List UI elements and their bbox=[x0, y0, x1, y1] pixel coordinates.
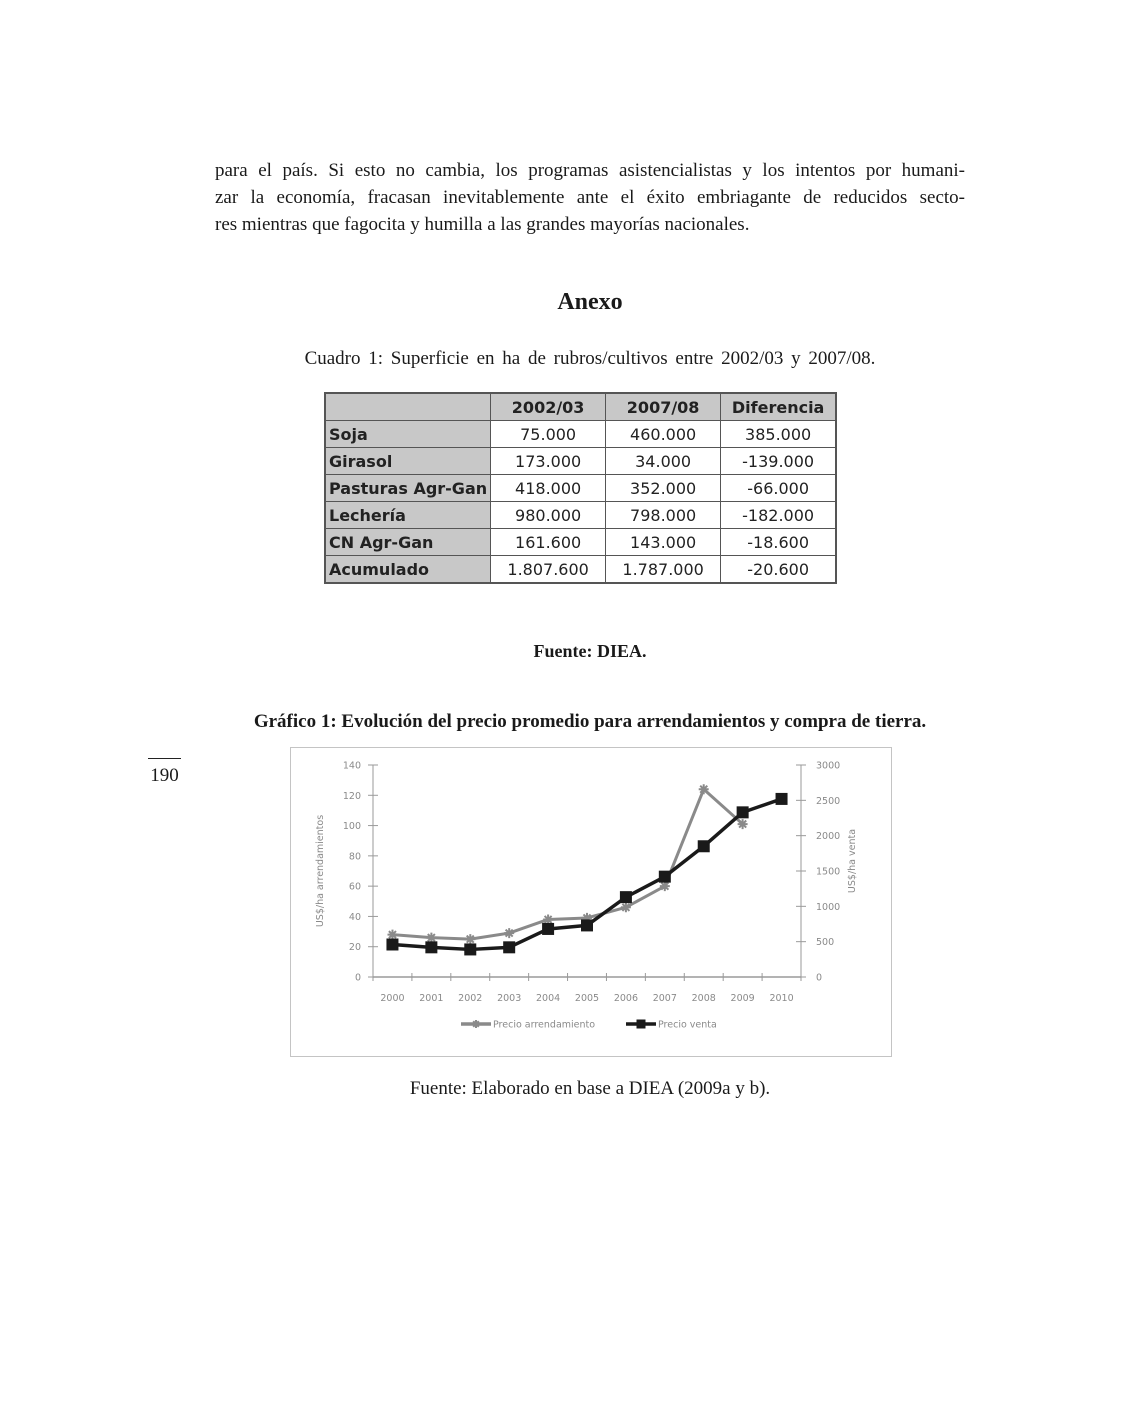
y-axis-title: US$/ha arrendamientos bbox=[315, 814, 326, 928]
table-cell: -182.000 bbox=[721, 502, 837, 529]
paragraph-line: para el país. Si esto no cambia, los programas asistencialistas y los intentos por humani- bbox=[215, 160, 965, 181]
table-cell: 385.000 bbox=[721, 421, 837, 448]
y-tick-label: 20 bbox=[348, 942, 361, 954]
series-point-1 bbox=[738, 819, 748, 829]
table-cell: 1.787.000 bbox=[606, 556, 721, 584]
x-tick-label: 2006 bbox=[613, 993, 639, 1004]
table-cell: 418.000 bbox=[491, 475, 606, 502]
x-tick-label: 2009 bbox=[730, 993, 755, 1004]
table-row bbox=[325, 502, 836, 529]
row-label: Acumulado bbox=[325, 556, 491, 584]
y2-tick-label: 1500 bbox=[816, 866, 841, 878]
series-line-1 bbox=[392, 789, 742, 939]
series-point-2 bbox=[386, 938, 398, 950]
y-tick-label: 60 bbox=[348, 881, 361, 893]
series-point-2 bbox=[659, 871, 671, 883]
y-tick-label: 120 bbox=[342, 790, 361, 802]
x-tick-label: 2005 bbox=[574, 993, 600, 1004]
y2-tick-label: 2000 bbox=[816, 831, 841, 843]
legend-marker bbox=[472, 1020, 480, 1028]
table-cell: 1.807.600 bbox=[491, 556, 606, 584]
table-cell: 75.000 bbox=[491, 421, 606, 448]
table-cell: 143.000 bbox=[606, 529, 721, 556]
table-cell: 980.000 bbox=[491, 502, 606, 529]
x-tick-label: 2010 bbox=[769, 993, 794, 1004]
series-point-2 bbox=[737, 806, 749, 818]
x-tick-label: 2004 bbox=[535, 993, 561, 1004]
table-cell: -18.600 bbox=[721, 529, 837, 556]
series-point-2 bbox=[776, 793, 788, 805]
table-row bbox=[325, 475, 836, 502]
line-chart bbox=[291, 748, 891, 1056]
table-cell: -20.600 bbox=[721, 556, 837, 584]
y2-tick-label: 2500 bbox=[816, 795, 841, 807]
body-paragraph bbox=[215, 157, 965, 238]
table-cell: 460.000 bbox=[606, 421, 721, 448]
x-tick-label: 2008 bbox=[691, 993, 716, 1004]
chart-source: Fuente: Elaborado en base a DIEA (2009a y b). bbox=[409, 1078, 771, 1099]
table-cell: 34.000 bbox=[606, 448, 721, 475]
series-point-1 bbox=[699, 784, 709, 794]
x-tick-label: 2000 bbox=[380, 993, 405, 1004]
table-row bbox=[325, 556, 836, 584]
row-label: Soja bbox=[325, 421, 491, 448]
x-tick-label: 2003 bbox=[497, 993, 522, 1004]
series-point-1 bbox=[465, 934, 475, 944]
table-cell: 161.600 bbox=[491, 529, 606, 556]
series-point-2 bbox=[464, 943, 476, 955]
table-cell: 352.000 bbox=[606, 475, 721, 502]
series-point-2 bbox=[620, 891, 632, 903]
table-source: Fuente: DIEA. bbox=[533, 641, 647, 661]
legend-label: Precio venta bbox=[658, 1019, 717, 1031]
table-header-cell: 2007/08 bbox=[606, 393, 721, 421]
row-label: Girasol bbox=[325, 448, 491, 475]
series-point-1 bbox=[504, 928, 514, 938]
x-tick-label: 2007 bbox=[652, 993, 677, 1004]
y-tick-label: 140 bbox=[342, 760, 361, 772]
table-header-cell: 2002/03 bbox=[491, 393, 606, 421]
y-tick-label: 40 bbox=[348, 911, 361, 923]
table-caption: Cuadro 1: Superficie en ha de rubros/cultivos entre 2002/03 y 2007/08. bbox=[304, 348, 876, 369]
x-tick-label: 2002 bbox=[458, 993, 483, 1004]
y2-tick-label: 500 bbox=[816, 937, 835, 949]
series-point-1 bbox=[388, 930, 398, 940]
chart-frame bbox=[290, 747, 892, 1057]
series-point-2 bbox=[503, 941, 515, 953]
series-point-2 bbox=[542, 923, 554, 935]
table-header-cell bbox=[325, 393, 491, 421]
row-label: Lechería bbox=[325, 502, 491, 529]
table-header-row bbox=[325, 393, 836, 421]
table-header-cell: Diferencia bbox=[721, 393, 837, 421]
y2-axis-title: US$/ha venta bbox=[847, 828, 858, 894]
series-point-2 bbox=[581, 919, 593, 931]
table-row bbox=[325, 529, 836, 556]
data-table bbox=[324, 392, 837, 584]
y-tick-label: 0 bbox=[354, 972, 361, 984]
table-cell: -66.000 bbox=[721, 475, 837, 502]
row-label: Pasturas Agr-Gan bbox=[325, 475, 491, 502]
x-tick-label: 2001 bbox=[419, 993, 444, 1004]
table-cell: -139.000 bbox=[721, 448, 837, 475]
y2-tick-label: 3000 bbox=[816, 760, 841, 772]
chart-caption: Gráfico 1: Evolución del precio promedio para arrendamientos y compra de tierra. bbox=[253, 711, 927, 732]
series-point-2 bbox=[698, 840, 710, 852]
y-tick-label: 80 bbox=[348, 851, 361, 863]
series-point-1 bbox=[426, 933, 436, 943]
legend-label: Precio arrendamiento bbox=[493, 1019, 596, 1031]
legend-marker bbox=[637, 1020, 646, 1029]
page-number: 190 bbox=[148, 758, 181, 787]
y2-tick-label: 1000 bbox=[816, 901, 841, 913]
paragraph-line: zar la economía, fracasan inevitablemente ante el éxito embriagante de reducidos secto- bbox=[215, 187, 965, 208]
paragraph-line: res mientras que fagocita y humilla a las grandes mayorías nacionales. bbox=[215, 214, 750, 235]
table-row bbox=[325, 421, 836, 448]
table-row bbox=[325, 448, 836, 475]
series-point-2 bbox=[425, 941, 437, 953]
table-cell: 173.000 bbox=[491, 448, 606, 475]
table-cell: 798.000 bbox=[606, 502, 721, 529]
row-label: CN Agr-Gan bbox=[325, 529, 491, 556]
section-heading: Anexo bbox=[557, 289, 623, 315]
y-tick-label: 100 bbox=[342, 821, 361, 833]
y2-tick-label: 0 bbox=[816, 972, 823, 984]
